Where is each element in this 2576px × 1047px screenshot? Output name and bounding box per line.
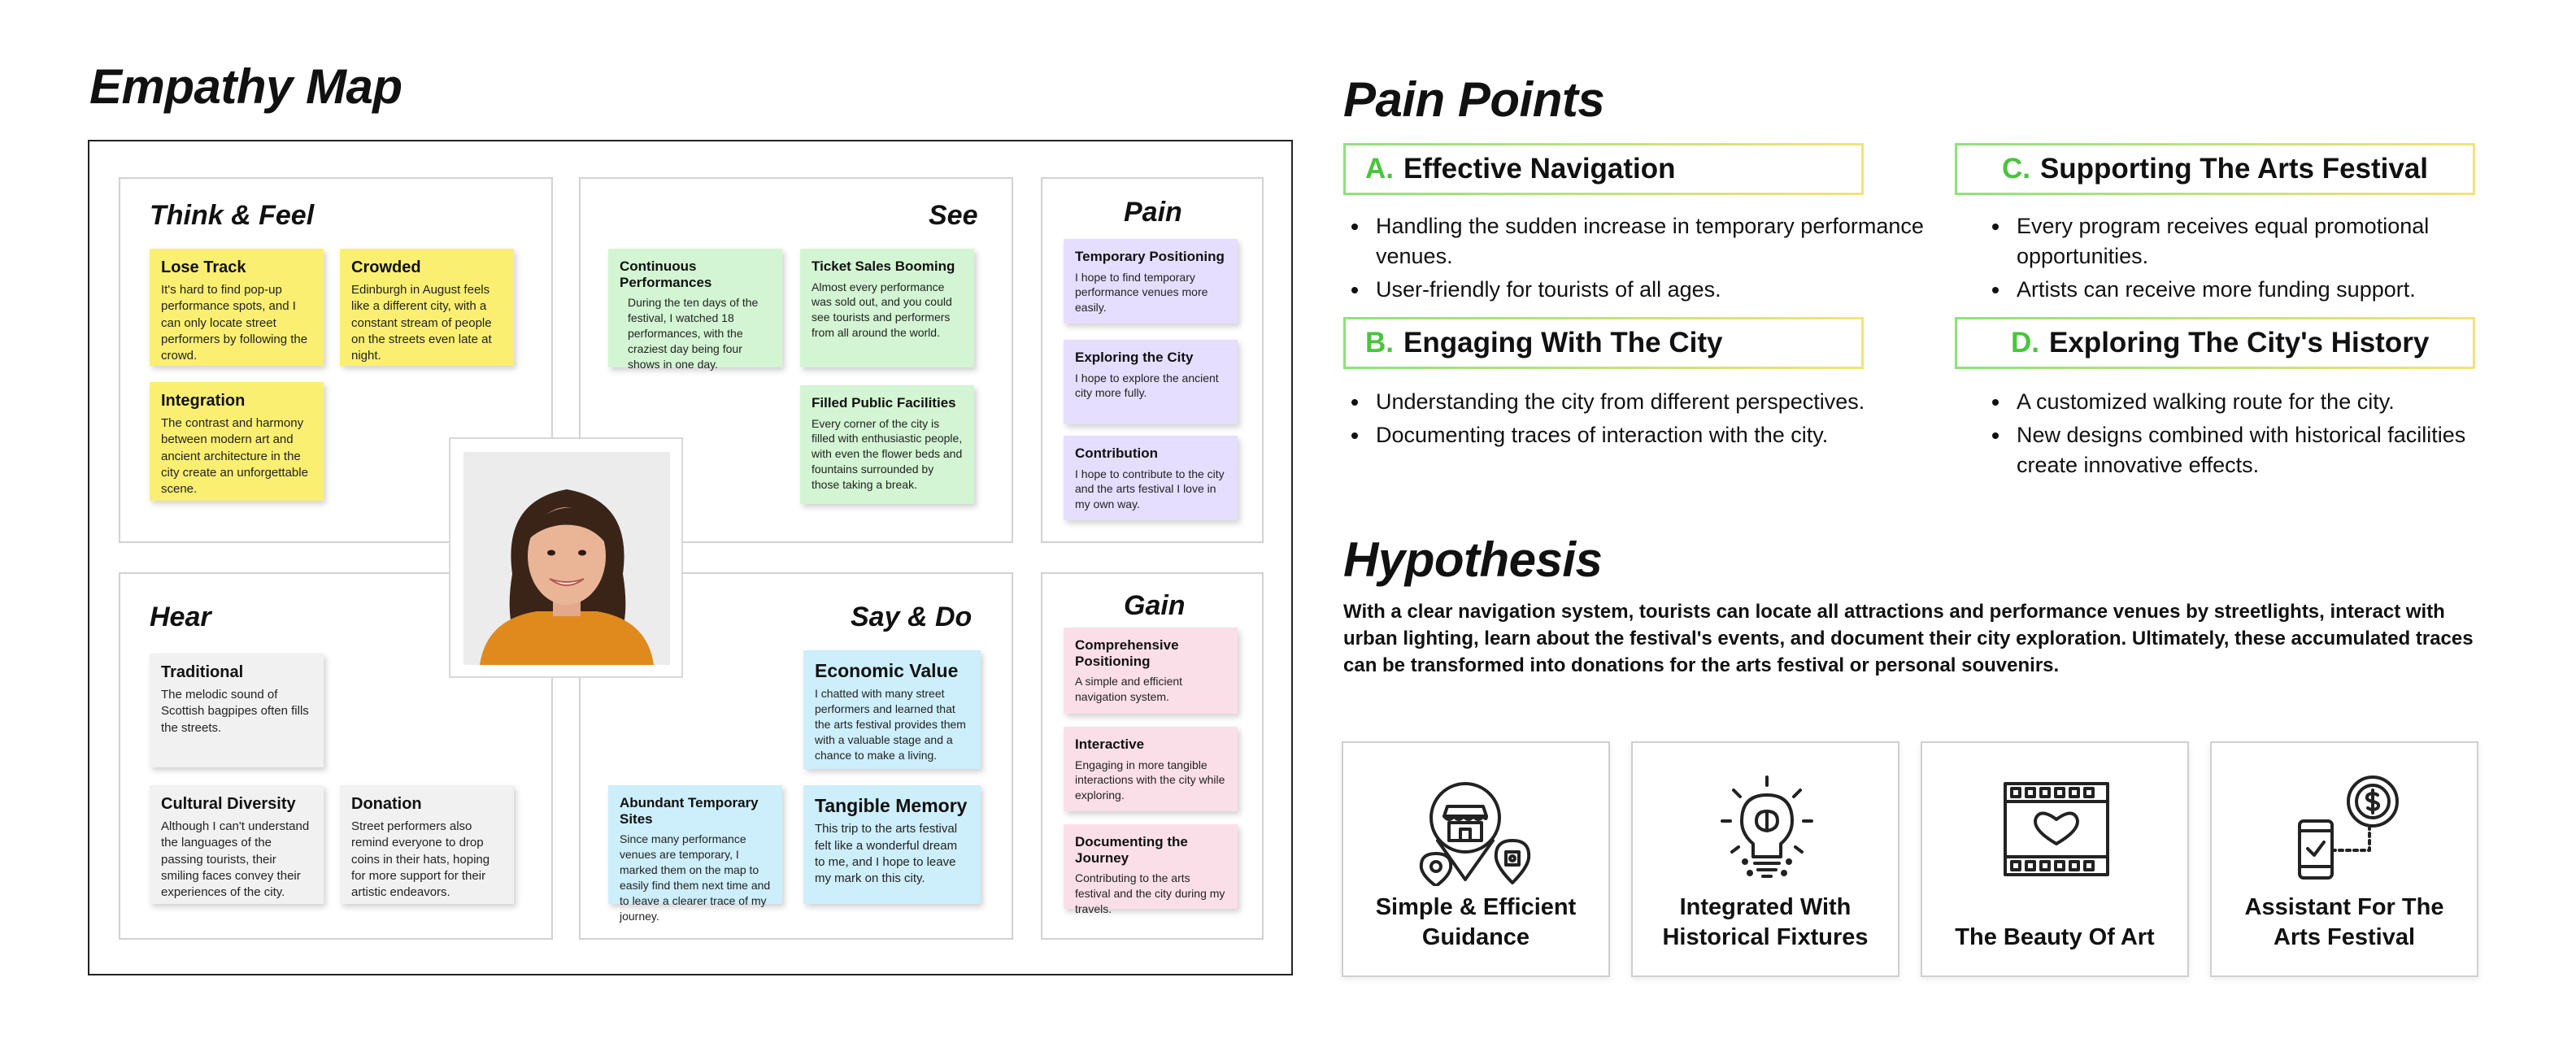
hypothesis-card	[1631, 741, 1899, 977]
note-heading: Temporary Positioning	[1075, 249, 1225, 264]
note-body: Contributing to the arts festival and the city during my travels.	[1075, 871, 1225, 915]
note-heading: Lose Track	[161, 258, 246, 276]
hypothesis-text: With a clear navigation system, tourists can locate all attractions and performance venues by streetlights, interact with urban lighting, learn about the festival's events, and document their city exploration. Ultimately, these accumulated traces can be transformed into donations for the arts festival or personal souvenirs.	[1343, 601, 2474, 676]
note-heading: Interactive	[1075, 736, 1145, 752]
persona-photo	[463, 452, 670, 665]
bullet-item: User-friendly for tourists of all ages.	[1343, 275, 1929, 305]
note-heading: Filled Public Facilities	[812, 395, 956, 411]
bullet-item: Artists can receive more funding support.	[1984, 275, 2504, 305]
bullet-item: Documenting traces of interaction with the city.	[1343, 420, 1929, 450]
note-body: Although I can't understand the languages of the passing tourists, their smiling faces convey their experiences of the city.	[161, 819, 310, 899]
note-heading: Cultural Diversity	[161, 795, 296, 813]
note-body: Almost every performance was sold out, and you could see tourists and performers from all around the world.	[812, 280, 952, 340]
note-body: I chatted with many street performers and learned that the arts festival provides them with a valuable stage and a chance to make a living.	[815, 687, 966, 762]
hypothesis-title: Hypothesis	[1343, 532, 1603, 587]
sticky-note	[340, 785, 514, 904]
note-body: I hope to find temporary performance venues more easily.	[1075, 270, 1208, 315]
note-heading: Crowded	[351, 258, 421, 276]
pain-point-a-bullets	[1343, 211, 1929, 308]
note-body: I hope to explore the ancient city more fully.	[1075, 371, 1219, 400]
sticky-note	[150, 382, 324, 501]
sticky-note	[1064, 824, 1238, 915]
note-body: The contrast and harmony between modern art and ancient architecture in the city create an unforgettable scene.	[161, 416, 308, 496]
pain-point-letter: B.	[1365, 327, 1394, 358]
pain-point-name: Engaging With The City	[1403, 327, 1723, 358]
quadrant-title-think-feel: Think & Feel	[150, 200, 315, 231]
note-body: It's hard to find pop-up performance spots, and I can only locate street performers by following the crowd.	[161, 283, 308, 363]
note-heading: Exploring the City	[1075, 350, 1194, 365]
sticky-note	[803, 785, 981, 904]
quadrant-title-hear: Hear	[150, 602, 211, 632]
note-body: Since many performance venues are temporary, I marked them on the map to easily find them next time and to leave a clearer trace of my journey.	[620, 832, 771, 923]
sticky-note	[150, 785, 324, 904]
persona-photo-frame	[449, 437, 683, 678]
pain-point-b-bullets	[1343, 387, 1929, 454]
column-title-pain: Pain	[1124, 197, 1182, 228]
bullet-item: A customized walking route for the city.	[1984, 387, 2504, 417]
note-body: Every corner of the city is filled with enthusiastic people, with even the flower beds and fountains surrounded by those taking a break.	[812, 416, 963, 492]
note-body: A simple and efficient navigation system.	[1075, 675, 1183, 703]
quadrant-title-see: See	[929, 200, 978, 231]
pain-point-name: Exploring The City's History	[2049, 327, 2430, 358]
pain-point-d-bullets	[1984, 387, 2504, 484]
pain-point-b-box	[1343, 317, 1864, 369]
pain-points-title: Pain Points	[1343, 72, 1605, 127]
pain-point-c-bullets	[1984, 211, 2504, 308]
bullet-item: Understanding the city from different perspectives.	[1343, 387, 1929, 417]
pain-point-a-box	[1343, 143, 1864, 195]
phone-dollar-icon	[2285, 772, 2407, 886]
bullet-item: Every program receives equal promotional opportunities.	[1984, 211, 2504, 272]
sticky-note	[1064, 239, 1238, 324]
sticky-note	[608, 249, 782, 371]
note-heading: Economic Value	[815, 660, 959, 681]
sticky-note	[800, 385, 974, 504]
sticky-note	[1064, 628, 1238, 714]
sticky-note	[1064, 727, 1238, 811]
note-body: The melodic sound of Scottish bagpipes often fills the streets.	[161, 688, 309, 735]
note-heading: Ticket Sales Booming	[812, 258, 955, 274]
note-heading: Tangible Memory	[815, 795, 968, 816]
note-heading: Continuous Performances	[620, 258, 712, 290]
film-heart-icon	[1995, 772, 2117, 886]
sticky-note	[1064, 436, 1238, 520]
card-label: Simple & Efficient Guidance	[1375, 894, 1577, 950]
quadrant-title-say-do: Say & Do	[851, 602, 973, 632]
sticky-note	[150, 654, 324, 767]
sticky-note	[800, 249, 974, 367]
sticky-note	[150, 249, 324, 366]
note-heading: Abundant Temporary Sites	[620, 795, 759, 827]
pain-point-d-box	[1955, 317, 2475, 369]
sticky-note	[1064, 340, 1238, 424]
bullet-item: New designs combined with historical facilities create innovative effects.	[1984, 420, 2504, 480]
hypothesis-card	[2210, 741, 2478, 977]
note-body: Engaging in more tangible interactions with the city while exploring.	[1075, 758, 1225, 802]
sticky-note	[608, 785, 782, 923]
note-body: Street performers also remind everyone to drop coins in their hats, hoping for more support for their artistic endeavors.	[351, 819, 490, 899]
note-body: Edinburgh in August feels like a different city, with a constant stream of people on the streets even late at night.	[351, 283, 492, 363]
map-pin-shop-icon	[1416, 772, 1538, 886]
note-heading: Contribution	[1075, 445, 1158, 461]
hypothesis-card	[1921, 741, 2189, 977]
sticky-note	[803, 650, 981, 769]
pain-point-letter: D.	[2011, 327, 2039, 358]
card-label: Integrated With Historical Fixtures	[1662, 894, 1869, 950]
note-heading: Donation	[351, 795, 422, 813]
note-heading: Traditional	[161, 663, 244, 681]
lightbulb-brain-icon	[1706, 772, 1828, 886]
note-body: During the ten days of the festival, I watched 18 performances, with the craziest day being four shows in one day.	[628, 296, 759, 371]
pain-point-letter: A.	[1365, 153, 1394, 185]
sticky-note	[340, 249, 514, 366]
note-heading: Integration	[161, 392, 246, 410]
pain-point-c-box	[1955, 143, 2475, 195]
empathy-map-title: Empathy Map	[89, 59, 402, 114]
hypothesis-card	[1342, 741, 1610, 977]
column-title-gain: Gain	[1124, 590, 1186, 621]
bullet-item: Handling the sudden increase in temporary performance venues.	[1343, 211, 1929, 272]
card-label: The Beauty Of Art	[1955, 924, 2155, 950]
pain-point-letter: C.	[2001, 153, 2030, 185]
pain-point-name: Effective Navigation	[1403, 153, 1676, 185]
note-body: This trip to the arts festival felt like a wonderful dream to me, and I hope to leave my mark on this city.	[815, 822, 958, 886]
pain-point-name: Supporting The Arts Festival	[2039, 153, 2429, 185]
note-heading: Comprehensive Positioning	[1075, 637, 1179, 669]
note-heading: Documenting the Journey	[1075, 834, 1188, 866]
card-label: Assistant For The Arts Festival	[2244, 894, 2444, 950]
note-body: I hope to contribute to the city and the arts festival I love in my own way.	[1075, 467, 1225, 511]
